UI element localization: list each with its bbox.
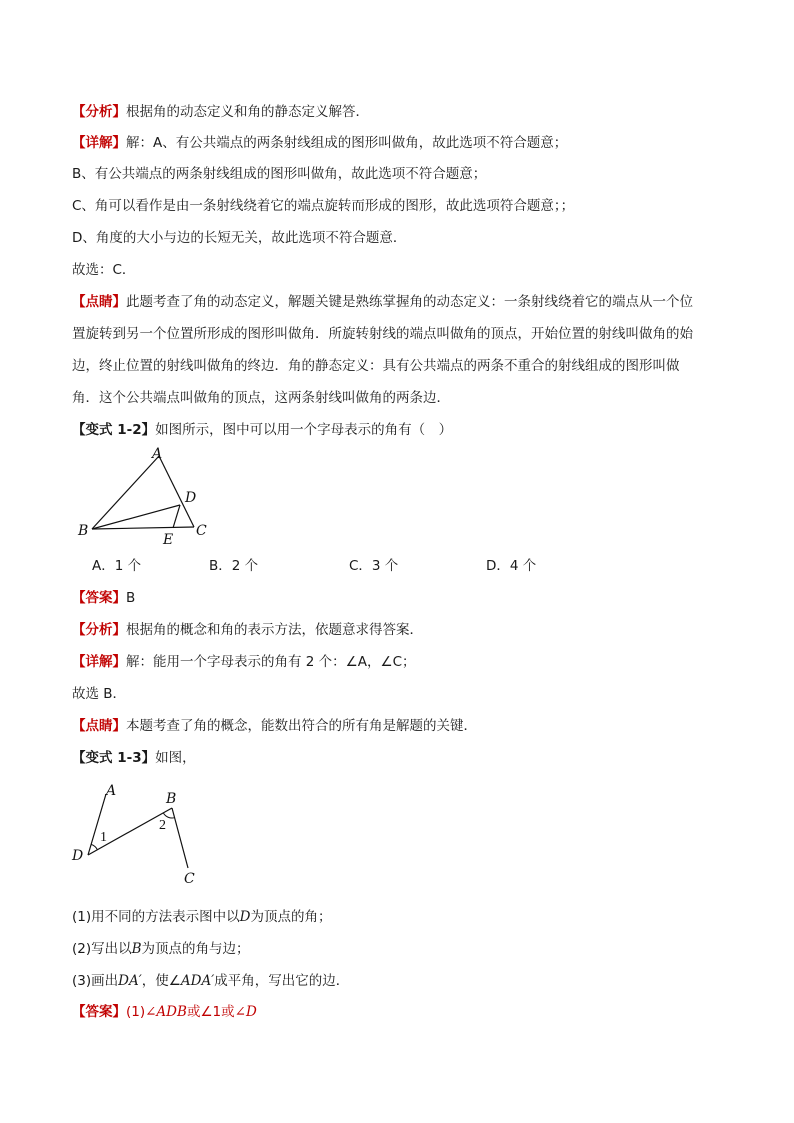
angle-1-arc xyxy=(91,844,97,849)
question-1-2-text: 如图所示，图中可以用一个字母表示的角有（ ） xyxy=(155,422,453,438)
ray-bc xyxy=(172,808,188,868)
label-d: D xyxy=(185,490,197,506)
segment-ab xyxy=(92,456,159,529)
question-1-3-text: 如图， xyxy=(155,750,196,766)
answer-or-2: 或 xyxy=(221,1004,235,1020)
answer-tag-1-3: 【答案】 xyxy=(72,1004,126,1020)
analysis-tag: 【分析】 xyxy=(72,104,126,120)
question-1-2-tag: 【变式 1-2】 xyxy=(72,422,156,438)
question-1-2 xyxy=(72,420,732,440)
label-c-2: C xyxy=(184,871,195,887)
option-c[interactable]: C．3 个 xyxy=(349,558,399,574)
label-angle-1: 1 xyxy=(100,830,107,845)
sub1-post: 为顶点的角； xyxy=(250,909,332,925)
option-b-line: B、有公共端点的两条射线组成的图形叫做角，故此选项不符合题意； xyxy=(72,166,487,182)
angle-figure xyxy=(66,778,206,890)
label-b-2: B xyxy=(166,791,177,807)
answer-angle-d: ∠D xyxy=(234,1004,257,1020)
sub3-var1: DA′ xyxy=(118,973,142,989)
comment-tag-1-2: 【点睛】 xyxy=(72,718,126,734)
analysis-text-1-2: 根据角的概念和角的表示方法，依题意求得答案． xyxy=(126,622,423,638)
sub2-pre: (2)写出以 xyxy=(72,941,132,957)
question-1-3-tag: 【变式 1-3】 xyxy=(72,750,156,766)
answer-line-1-3 xyxy=(72,1002,732,1022)
question-1-3 xyxy=(72,748,732,768)
analysis-tag-1-2: 【分析】 xyxy=(72,622,126,638)
sub3-pre: (3)画出 xyxy=(72,973,119,989)
sub-question-1 xyxy=(72,907,732,927)
comment-line-2: 置旋转到另一个位置所形成的图形叫做角．所旋转射线的端点叫做角的顶点，开始位置的射线叫做角的始 xyxy=(72,326,693,342)
sub2-post: 为顶点的角与边； xyxy=(141,941,250,957)
sub-question-3 xyxy=(72,971,732,991)
segment-bd xyxy=(92,505,180,529)
sub1-var: D xyxy=(239,909,251,925)
segment-de xyxy=(173,505,180,528)
answer-pre: (1) xyxy=(126,1004,146,1020)
label-b: B xyxy=(78,523,89,539)
label-a: A xyxy=(152,446,163,462)
comment-line-1 xyxy=(72,292,732,312)
comment-line-1-2 xyxy=(72,716,732,736)
option-d-line: D、角度的大小与边的长短无关，故此选项不符合题意． xyxy=(72,230,407,246)
label-e: E xyxy=(163,532,174,548)
option-a[interactable]: A．1 个 xyxy=(92,558,142,574)
comment-tag: 【点睛】 xyxy=(72,294,126,310)
detail-line-1-2 xyxy=(72,652,732,672)
label-angle-2: 2 xyxy=(159,818,166,833)
comment-text-1-2: 本题考查了角的概念，能数出符合的所有角是解题的关键． xyxy=(126,718,477,734)
answer-angle-adb: ∠ADB xyxy=(145,1004,187,1020)
analysis-line-1-2 xyxy=(72,620,732,640)
answer-tag-1-2: 【答案】 xyxy=(72,590,126,606)
choice-line: 故选：C． xyxy=(72,262,136,278)
option-c-line: C、角可以看作是由一条射线绕着它的端点旋转而形成的图形，故此选项符合题意；； xyxy=(72,198,575,214)
comment-line-3: 边，终止位置的射线叫做角的终边．角的静态定义：具有公共端点的两条不重合的射线组成的图形叫做 xyxy=(72,358,680,374)
answer-line-1-2 xyxy=(72,588,732,608)
analysis-line xyxy=(72,102,732,122)
detail-line xyxy=(72,133,732,153)
comment-text-1: 此题考查了角的动态定义，解题关键是熟练掌握角的动态定义：一条射线绕着它的端点从一个位 xyxy=(126,294,693,310)
label-c: C xyxy=(196,523,207,539)
sub2-var: B xyxy=(131,941,142,957)
detail-text: 解：A、有公共端点的两条射线组成的图形叫做角，故此选项不符合题意； xyxy=(126,135,568,151)
detail-tag-1-2: 【详解】 xyxy=(72,654,126,670)
answer-1-2: B xyxy=(126,590,136,606)
option-d[interactable]: D．4 个 xyxy=(486,558,537,574)
sub-question-2 xyxy=(72,939,732,959)
analysis-text: 根据角的动态定义和角的静态定义解答． xyxy=(126,104,369,120)
triangle-figure xyxy=(70,442,220,548)
label-d-2: D xyxy=(72,848,84,864)
sub3-post: 成平角，写出它的边． xyxy=(214,973,350,989)
label-a-2: A xyxy=(106,783,117,799)
answer-angle-1: ∠1 xyxy=(200,1004,222,1020)
sub1-pre: (1)用不同的方法表示图中以 xyxy=(72,909,240,925)
detail-tag: 【详解】 xyxy=(72,135,126,151)
option-b[interactable]: B．2 个 xyxy=(209,558,259,574)
detail-text-1-2: 解：能用一个字母表示的角有 2 个：∠A，∠C； xyxy=(126,654,416,670)
sub3-var2: ADA′ xyxy=(180,973,215,989)
choice-line-1-2: 故选 B． xyxy=(72,686,127,702)
answer-or-1: 或 xyxy=(186,1004,201,1020)
sub3-mid: ，使∠ xyxy=(141,973,181,989)
segment-bc xyxy=(92,527,194,529)
comment-line-4: 角．这个公共端点叫做角的顶点，这两条射线叫做角的两条边． xyxy=(72,390,450,406)
